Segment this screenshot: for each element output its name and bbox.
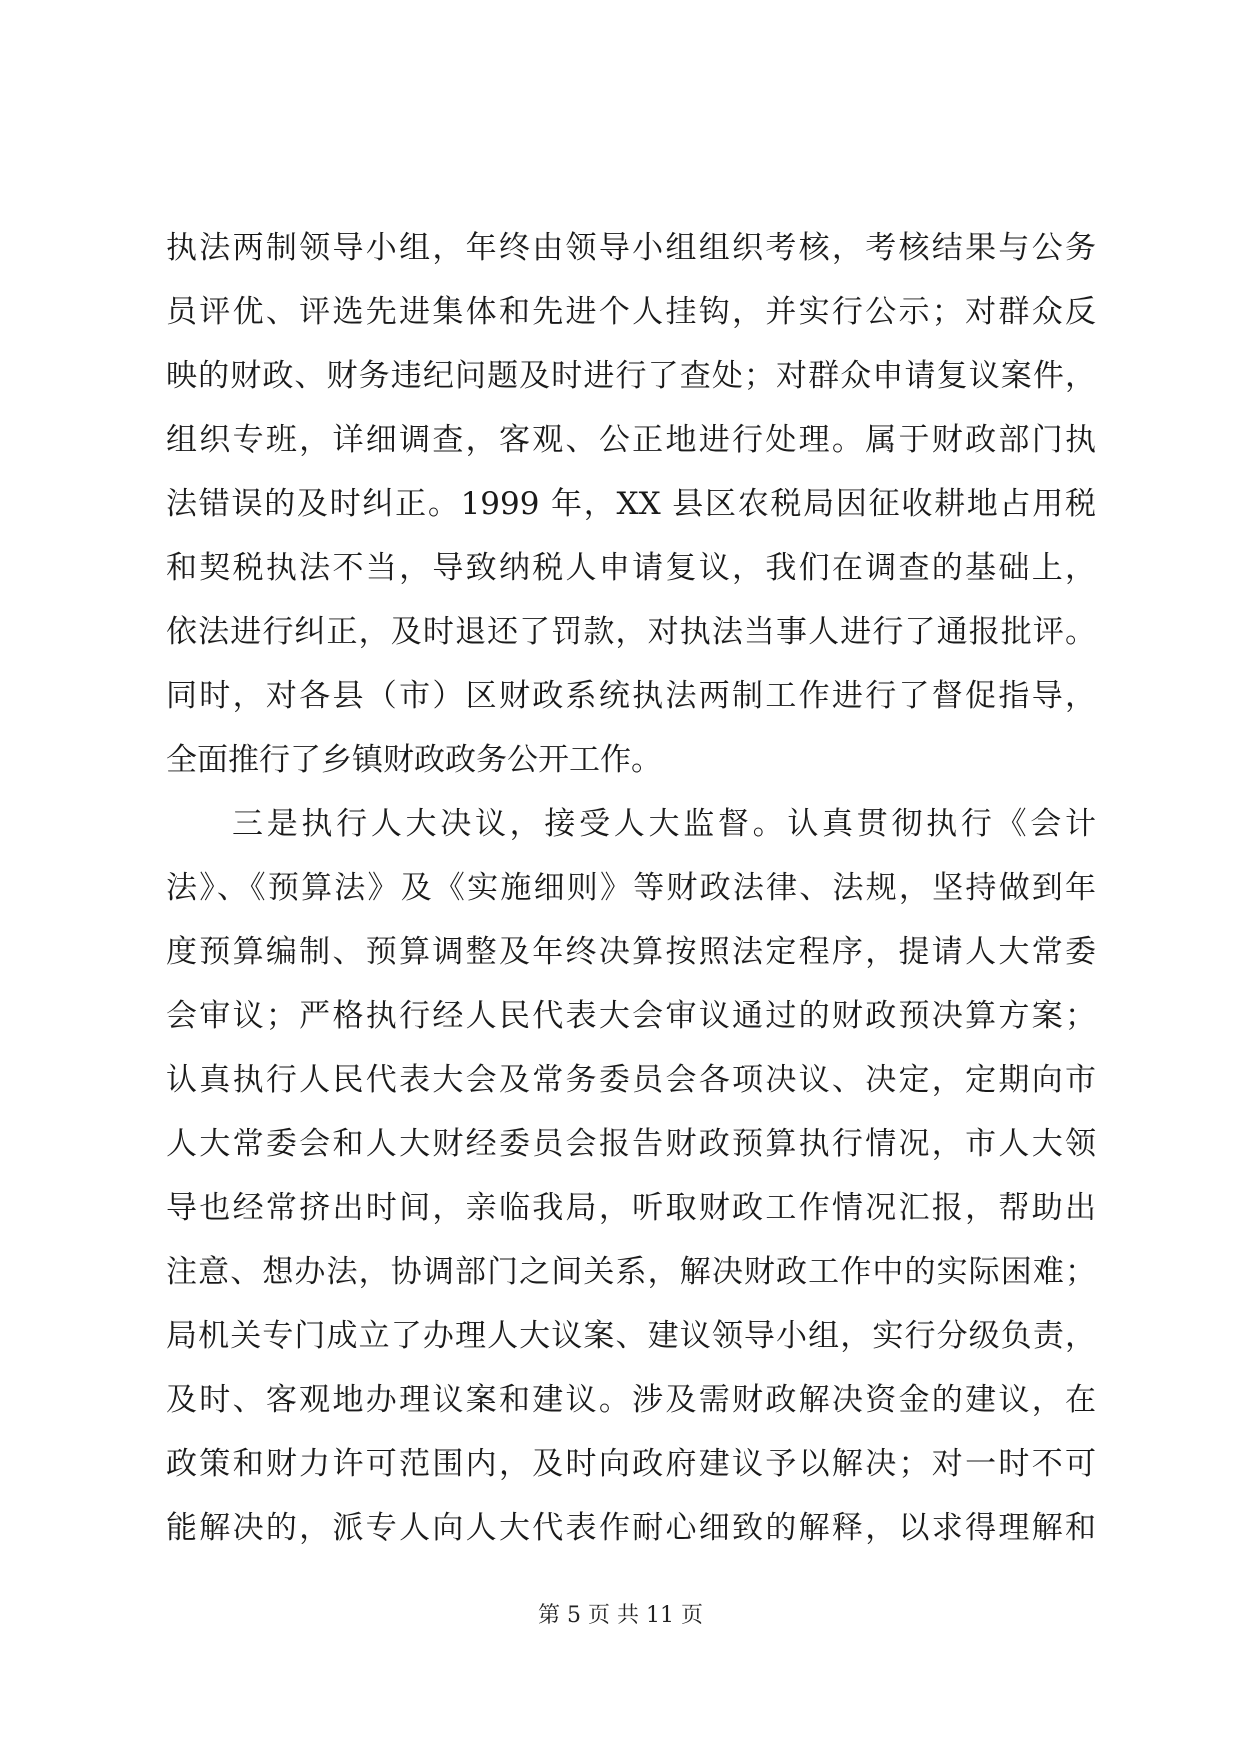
text-line: 人大常委会和人大财经委员会报告财政预算执行情况，市人大领 bbox=[166, 1126, 1096, 1162]
text-line: 法》、《预算法》及《实施细则》等财政法律、法规，坚持做到年 bbox=[166, 870, 1096, 906]
text-line: 同时，对各县（市）区财政系统执法两制工作进行了督促指导， bbox=[166, 678, 1096, 714]
text-line: 和契税执法不当，导致纳税人申请复议，我们在调查的基础上， bbox=[166, 550, 1096, 586]
text-line: 组织专班，详细调查，客观、公正地进行处理。属于财政部门执 bbox=[166, 422, 1096, 458]
text-line: 会审议；严格执行经人民代表大会审议通过的财政预决算方案； bbox=[166, 998, 1096, 1034]
text-line: 执法两制领导小组，年终由领导小组组织考核，考核结果与公务 bbox=[166, 230, 1096, 266]
text-line: 注意、想办法，协调部门之间关系，解决财政工作中的实际困难； bbox=[166, 1254, 1096, 1290]
text-line: 度预算编制、预算调整及年终决算按照法定程序，提请人大常委 bbox=[166, 934, 1096, 970]
text-line: 员评优、评选先进集体和先进个人挂钩，并实行公示；对群众反 bbox=[166, 294, 1096, 330]
text-line: 映的财政、财务违纪问题及时进行了查处；对群众申请复议案件， bbox=[166, 358, 1096, 394]
text-line: 全面推行了乡镇财政政务公开工作。 bbox=[166, 742, 662, 778]
text-line: 导也经常挤出时间，亲临我局，听取财政工作情况汇报，帮助出 bbox=[166, 1190, 1096, 1226]
text-line: 政策和财力许可范围内，及时向政府建议予以解决；对一时不可 bbox=[166, 1446, 1096, 1482]
page-number-footer: 第 5 页 共 11 页 bbox=[538, 1603, 703, 1628]
text-line: 法错误的及时纠正。1999 年，XX 县区农税局因征收耕地占用税 bbox=[166, 486, 1096, 522]
text-line: 及时、客观地办理议案和建议。涉及需财政解决资金的建议，在 bbox=[166, 1382, 1096, 1418]
text-line: 依法进行纠正，及时退还了罚款，对执法当事人进行了通报批评。 bbox=[166, 614, 1096, 650]
body-text bbox=[166, 230, 1096, 1574]
text-line: 能解决的，派专人向人大代表作耐心细致的解释，以求得理解和 bbox=[166, 1510, 1096, 1546]
text-line: 认真执行人民代表大会及常务委员会各项决议、决定，定期向市 bbox=[166, 1062, 1096, 1098]
text-line: 局机关专门成立了办理人大议案、建议领导小组，实行分级负责， bbox=[166, 1318, 1096, 1354]
paragraph-start-line: 三是执行人大决议，接受人大监督。认真贯彻执行《会计 bbox=[232, 806, 1096, 842]
